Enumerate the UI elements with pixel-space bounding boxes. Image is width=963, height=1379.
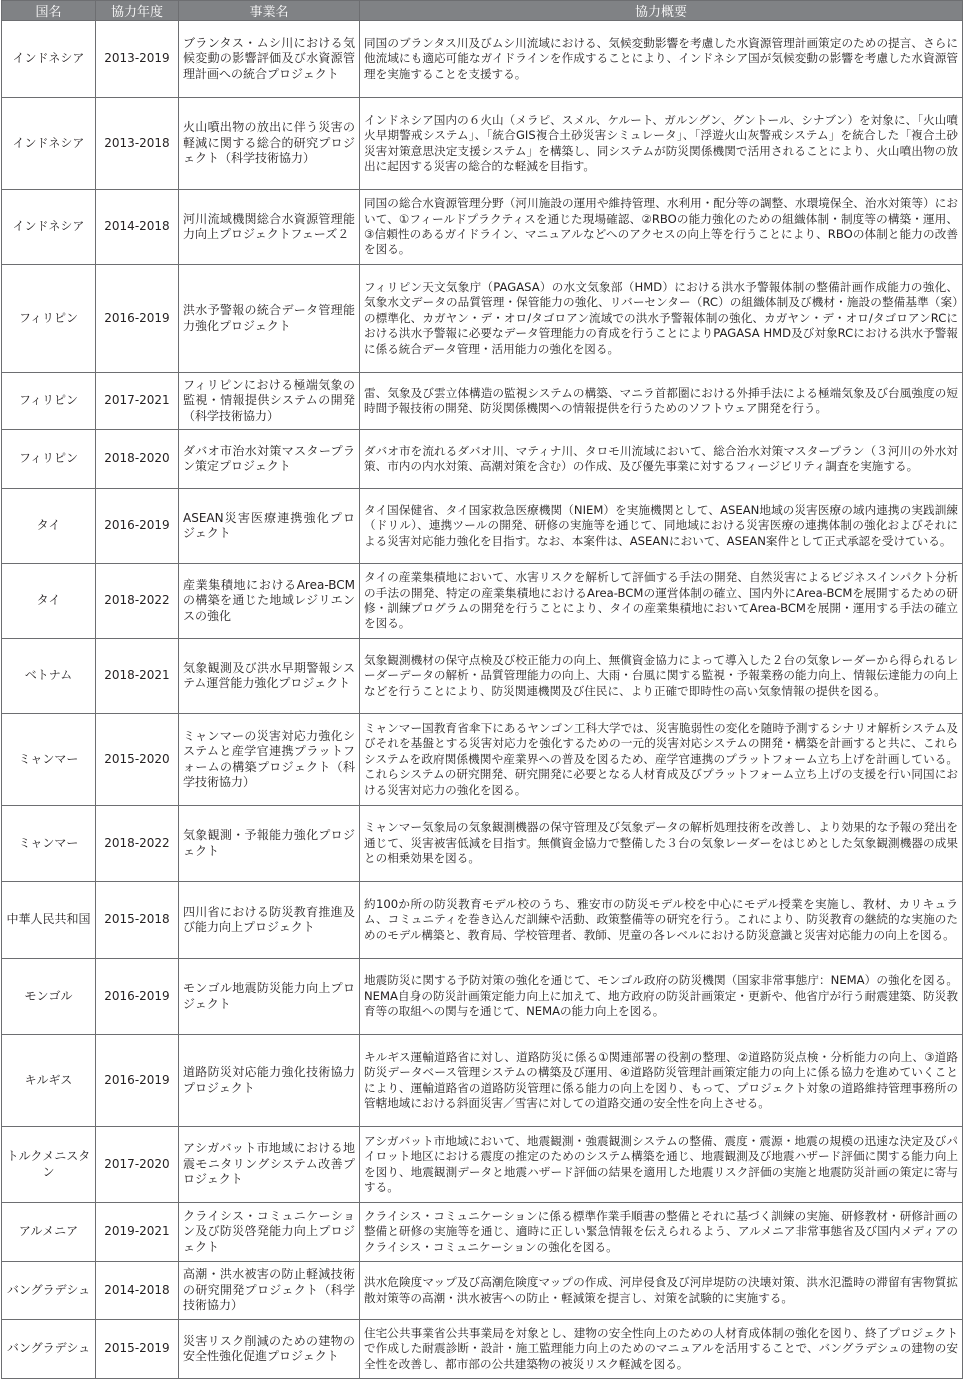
year-cell: 2015-2019: [96, 1320, 179, 1379]
country-cell: アルメニア: [2, 1203, 96, 1262]
project-name-cell: ブランタス・ムシ川における気候変動の影響評価及び水資源管理計画への統合プロジェクト: [179, 21, 360, 98]
summary-cell: 住宅公共事業省公共事業局を対象とし、建物の安全性向上のための人材育成体制の強化を図り、終了プロジェクトで作成した耐震診断・設計・施工監理能力向上のためのマニュアルを活用することで、バングラデシュの建物の安全性を改善し、都市部の公共建築物の被災リスク軽減を図る。: [360, 1320, 963, 1379]
project-name-cell: モンゴル地震防災能力向上プロジェクト: [179, 959, 360, 1035]
year-cell: 2016-2019: [96, 1035, 179, 1127]
summary-cell: ダバオ市を流れるダバオ川、マティナ川、タロモ川流域において、総合治水対策マスタープラン（３河川の外水対策、市内の内水対策、高潮対策を含む）の作成、及び優先事業に対するフィージビリティ調査を実施する。: [360, 430, 963, 489]
year-cell: 2018-2021: [96, 639, 179, 714]
table-row: [2, 1320, 963, 1379]
year-cell: 2013-2018: [96, 98, 179, 190]
year-cell: 2015-2018: [96, 882, 179, 959]
header-country: 国名: [2, 1, 96, 21]
country-cell: フィリピン: [2, 430, 96, 489]
country-cell: バングラデシュ: [2, 1320, 96, 1379]
year-cell: 2014-2018: [96, 1262, 179, 1320]
year-cell: 2017-2020: [96, 1127, 179, 1203]
header-summary: 協力概要: [360, 1, 963, 21]
country-cell: フィリピン: [2, 373, 96, 430]
country-cell: 中華人民共和国: [2, 882, 96, 959]
table-row: [2, 489, 963, 564]
table-row: [2, 21, 963, 98]
table-row: [2, 265, 963, 373]
country-cell: トルクメニスタン: [2, 1127, 96, 1203]
project-name-cell: 洪水予警報の統合データ管理能力強化プロジェクト: [179, 265, 360, 373]
summary-cell: インドネシア国内の６火山（メラピ、スメル、ケルート、ガルングン、グントール、シナブン）を対象に、「火山噴火早期警戒システム」、「統合GIS複合土砂災害シミュレータ」、「浮遊火山灰警戒システム」を統合した「複合土砂災害対策意思決定支援システム」を構築し、同システムが防災関係機関で活用されることにより、火山噴出物の放出に起因する災害の総合的な軽減を目指す。: [360, 98, 963, 190]
project-name-cell: 火山噴出物の放出に伴う災害の軽減に関する総合的研究プロジェクト（科学技術協力）: [179, 98, 360, 190]
summary-cell: タイの産業集積地において、水害リスクを解析して評価する手法の開発、自然災害によるビジネスインパクト分析の手法の開発、特定の産業集積地におけるArea-BCMの運営体制の確立、国内外にArea-BCMを展開するための研修・訓練プログラムの開発を行うことにより、タイの産業集積地においてArea-BCMを展開・運用する手法の確立を図る。: [360, 564, 963, 639]
summary-cell: 同国の総合水資源管理分野（河川施設の運用や維持管理、水利用・配分等の調整、水環境保全、治水対策等）において、①フィールドプラクティスを通じた現場確認、②RBOの能力強化のための組織体制・制度等の構築・運用、③信頼性のあるガイドライン、マニュアルなどへのアクセスの向上等を行うことにより、RBOの体制と能力の改善を図る。: [360, 190, 963, 265]
project-name-cell: 産業集積地におけるArea-BCMの構築を通じた地域レジリエンスの強化: [179, 564, 360, 639]
table-row: [2, 639, 963, 714]
project-name-cell: ダバオ市治水対策マスタープラン策定プロジェクト: [179, 430, 360, 489]
header-row: [2, 1, 963, 21]
country-cell: モンゴル: [2, 959, 96, 1035]
header-year: 協力年度: [96, 1, 179, 21]
header-project-name: 事業名: [179, 1, 360, 21]
country-cell: インドネシア: [2, 190, 96, 265]
table-row: [2, 373, 963, 430]
project-name-cell: 高潮・洪水被害の防止軽減技術の研究開発プロジェクト（科学技術協力）: [179, 1262, 360, 1320]
summary-cell: 同国のブランタス川及びムシ川流域における、気候変動影響を考慮した水資源管理計画策定のための提言、さらに他流域にも適応可能なガイドラインを作成することにより、インドネシア国が気候変動の影響を考慮した水資源管理を実施することを支援する。: [360, 21, 963, 98]
year-cell: 2014-2018: [96, 190, 179, 265]
summary-cell: 約100か所の防災教育モデル校のうち、雅安市の防災モデル校を中心にモデル授業を実施し、教材、カリキュラム、コミュニティを巻き込んだ訓練や活動、政策整備等の研究を行う。これにより、防災教育の継続的な実施のためのモデル構築と、教育局、学校管理者、教師、児童の各レベルにおける防災意識と災害対応能力の向上を図る。: [360, 882, 963, 959]
year-cell: 2016-2019: [96, 265, 179, 373]
country-cell: フィリピン: [2, 265, 96, 373]
summary-cell: タイ国保健省、タイ国家救急医療機関（NIEM）を実施機関として、ASEAN地域の災害医療の域内連携の実践訓練（ドリル）、連携ツールの開発、研修の実施等を通じて、同地域における災害医療の連携体制の強化およびそれによる災害対応能力強化を目指す。なお、本案件は、ASEANにおいて、ASEAN案件として正式承認を受けている。: [360, 489, 963, 564]
table-row: [2, 1127, 963, 1203]
project-name-cell: クライシス・コミュニケーション及び防災啓発能力向上プロジェクト: [179, 1203, 360, 1262]
summary-cell: ミャンマー気象局の気象観測機器の保守管理及び気象データの解析処理技術を改善し、より効果的な予報の発出を通じて、災害被害低減を目指す。無償資金協力で整備した３台の気象レーダーをはじめとした気象観測機器の成果との相乗効果を図る。: [360, 806, 963, 882]
project-name-cell: ミャンマーの災害対応力強化システムと産学官連携プラットフォームの構築プロジェクト（科学技術協力）: [179, 714, 360, 806]
table-row: [2, 430, 963, 489]
table-row: [2, 882, 963, 959]
summary-cell: ミャンマー国教育省傘下にあるヤンゴン工科大学では、災害脆弱性の変化を随時予測するシナリオ解析システム及びそれを基盤とする災害対応力を強化するための一元的災害対応システムの開発・構築を計画すると共に、これらシステムを政府関係機関や産業界への普及を図るため、産学官連携のプラットフォーム立ち上げを計画している。これらシステムの研究開発、研究開発に必要となる人材育成及びプラットフォーム立ち上げの支援を行い同国における災害対応力の強化を図る。: [360, 714, 963, 806]
summary-cell: クライシス・コミュニケーションに係る標準作業手順書の整備とそれに基づく訓練の実施、研修教材・研修計画の整備と研修の実施等を通じ、適時に正しい緊急情報を伝えられるよう、アルメニア非常事態省及び国内メディアのクライシス・コミュニケーションの強化を図る。: [360, 1203, 963, 1262]
year-cell: 2016-2019: [96, 959, 179, 1035]
country-cell: インドネシア: [2, 21, 96, 98]
table-row: [2, 959, 963, 1035]
country-cell: バングラデシュ: [2, 1262, 96, 1320]
summary-cell: 雷、気象及び雲立体構造の監視システムの構築、マニラ首都圏における外挿手法による極端気象及び台風強度の短時間予報技術の開発、防災関係機関への情報提供を行うためのソフトウェア開発を行う。: [360, 373, 963, 430]
year-cell: 2016-2019: [96, 489, 179, 564]
project-name-cell: 河川流域機関総合水資源管理能力向上プロジェクトフェーズ２: [179, 190, 360, 265]
country-cell: タイ: [2, 564, 96, 639]
summary-cell: アシガバット市地域において、地震観測・強震観測システムの整備、震度・震源・地震の規模の迅速な決定及びパイロット地区における震度の推定のためのシステム構築を通じ、地震観測及び地震ハザード評価に関する能力向上を図り、地震観測データと地震ハザード評価の結果を適用した地震リスク評価の実施と地震防災計画の策定に寄与する。: [360, 1127, 963, 1203]
table-row: [2, 190, 963, 265]
project-name-cell: ASEAN災害医療連携強化プロジェクト: [179, 489, 360, 564]
table-row: [2, 98, 963, 190]
project-name-cell: アシガバット市地域における地震モニタリングシステム改善プロジェクト: [179, 1127, 360, 1203]
year-cell: 2019-2021: [96, 1203, 179, 1262]
country-cell: ベトナム: [2, 639, 96, 714]
year-cell: 2018-2022: [96, 564, 179, 639]
year-cell: 2018-2020: [96, 430, 179, 489]
year-cell: 2013-2019: [96, 21, 179, 98]
table-row: [2, 1203, 963, 1262]
summary-cell: フィリピン天文気象庁（PAGASA）の水文気象部（HMD）における洪水予警報体制の整備計画作成能力の強化、気象水文データの品質管理・保管能力の強化、リバーセンター（RC）の組織体制及び機材・施設の整備基準（案）の標準化、カガヤン・デ・オロ/タゴロアン流域での洪水予警報体制の強化、カガヤン・デ・オロ/タゴロアンRCにおける洪水予警報に必要なデータ管理能力の育成を行うことによりPAGASA HMD及び対象RCにおける洪水予警報に係る統合データ管理・活用能力の強化を図る。: [360, 265, 963, 373]
table-row: [2, 564, 963, 639]
country-cell: ミャンマー: [2, 714, 96, 806]
project-name-cell: 道路防災対応能力強化技術協力プロジェクト: [179, 1035, 360, 1127]
project-name-cell: 四川省における防災教育推進及び能力向上プロジェクト: [179, 882, 360, 959]
table-row: [2, 1035, 963, 1127]
year-cell: 2015-2020: [96, 714, 179, 806]
project-name-cell: 災害リスク削減のための建物の安全性強化促進プロジェクト: [179, 1320, 360, 1379]
summary-cell: 気象観測機材の保守点検及び校正能力の向上、無償資金協力によって導入した２台の気象レーダーから得られるレーダーデータの解析・品質管理能力の向上、大雨・台風に関する監視・予報業務の能力向上、情報伝達能力の向上などを行うことにより、防災関連機関及び住民に、より正確で即時性の高い気象情報の提供を図る。: [360, 639, 963, 714]
project-name-cell: フィリピンにおける極端気象の監視・情報提供システムの開発（科学技術協力）: [179, 373, 360, 430]
summary-cell: キルギス運輸道路省に対し、道路防災に係る①関連部署の役割の整理、②道路防災点検・分析能力の向上、③道路防災データベース管理システムの構築及び運用、④道路防災管理計画策定能力の向上に係る協力を進めていくことにより、運輸道路省の道路防災管理に係る能力の向上を図り、もって、プロジェクト対象の道路維持管理事務所の管轄地域における斜面災害／雪害に対しての道路交通の安全性を向上させる。: [360, 1035, 963, 1127]
table-row: [2, 806, 963, 882]
table-row: [2, 1262, 963, 1320]
country-cell: キルギス: [2, 1035, 96, 1127]
year-cell: 2017-2021: [96, 373, 179, 430]
project-name-cell: 気象観測及び洪水早期警報システム運営能力強化プロジェクト: [179, 639, 360, 714]
year-cell: 2018-2022: [96, 806, 179, 882]
country-cell: ミャンマー: [2, 806, 96, 882]
table-row: [2, 714, 963, 806]
country-cell: タイ: [2, 489, 96, 564]
country-cell: インドネシア: [2, 98, 96, 190]
project-name-cell: 気象観測・予報能力強化プロジェクト: [179, 806, 360, 882]
summary-cell: 地震防災に関する予防対策の強化を通じて、モンゴル政府の防災機関（国家非常事態庁：NEMA）の強化を図る。NEMA自身の防災計画策定能力向上に加えて、地方政府の防災計画策定・更新や、他省庁が行う耐震建築、防災教育等の取組への関与を通じて、NEMAの能力向上を図る。: [360, 959, 963, 1035]
summary-cell: 洪水危険度マップ及び高潮危険度マップの作成、河岸侵食及び河岸堤防の決壊対策、洪水氾濫時の滞留有害物質拡散対策等の高潮・洪水被害への防止・軽減策を提言し、対策を試験的に実施する。: [360, 1262, 963, 1320]
cooperation-projects-table: [1, 0, 963, 1379]
